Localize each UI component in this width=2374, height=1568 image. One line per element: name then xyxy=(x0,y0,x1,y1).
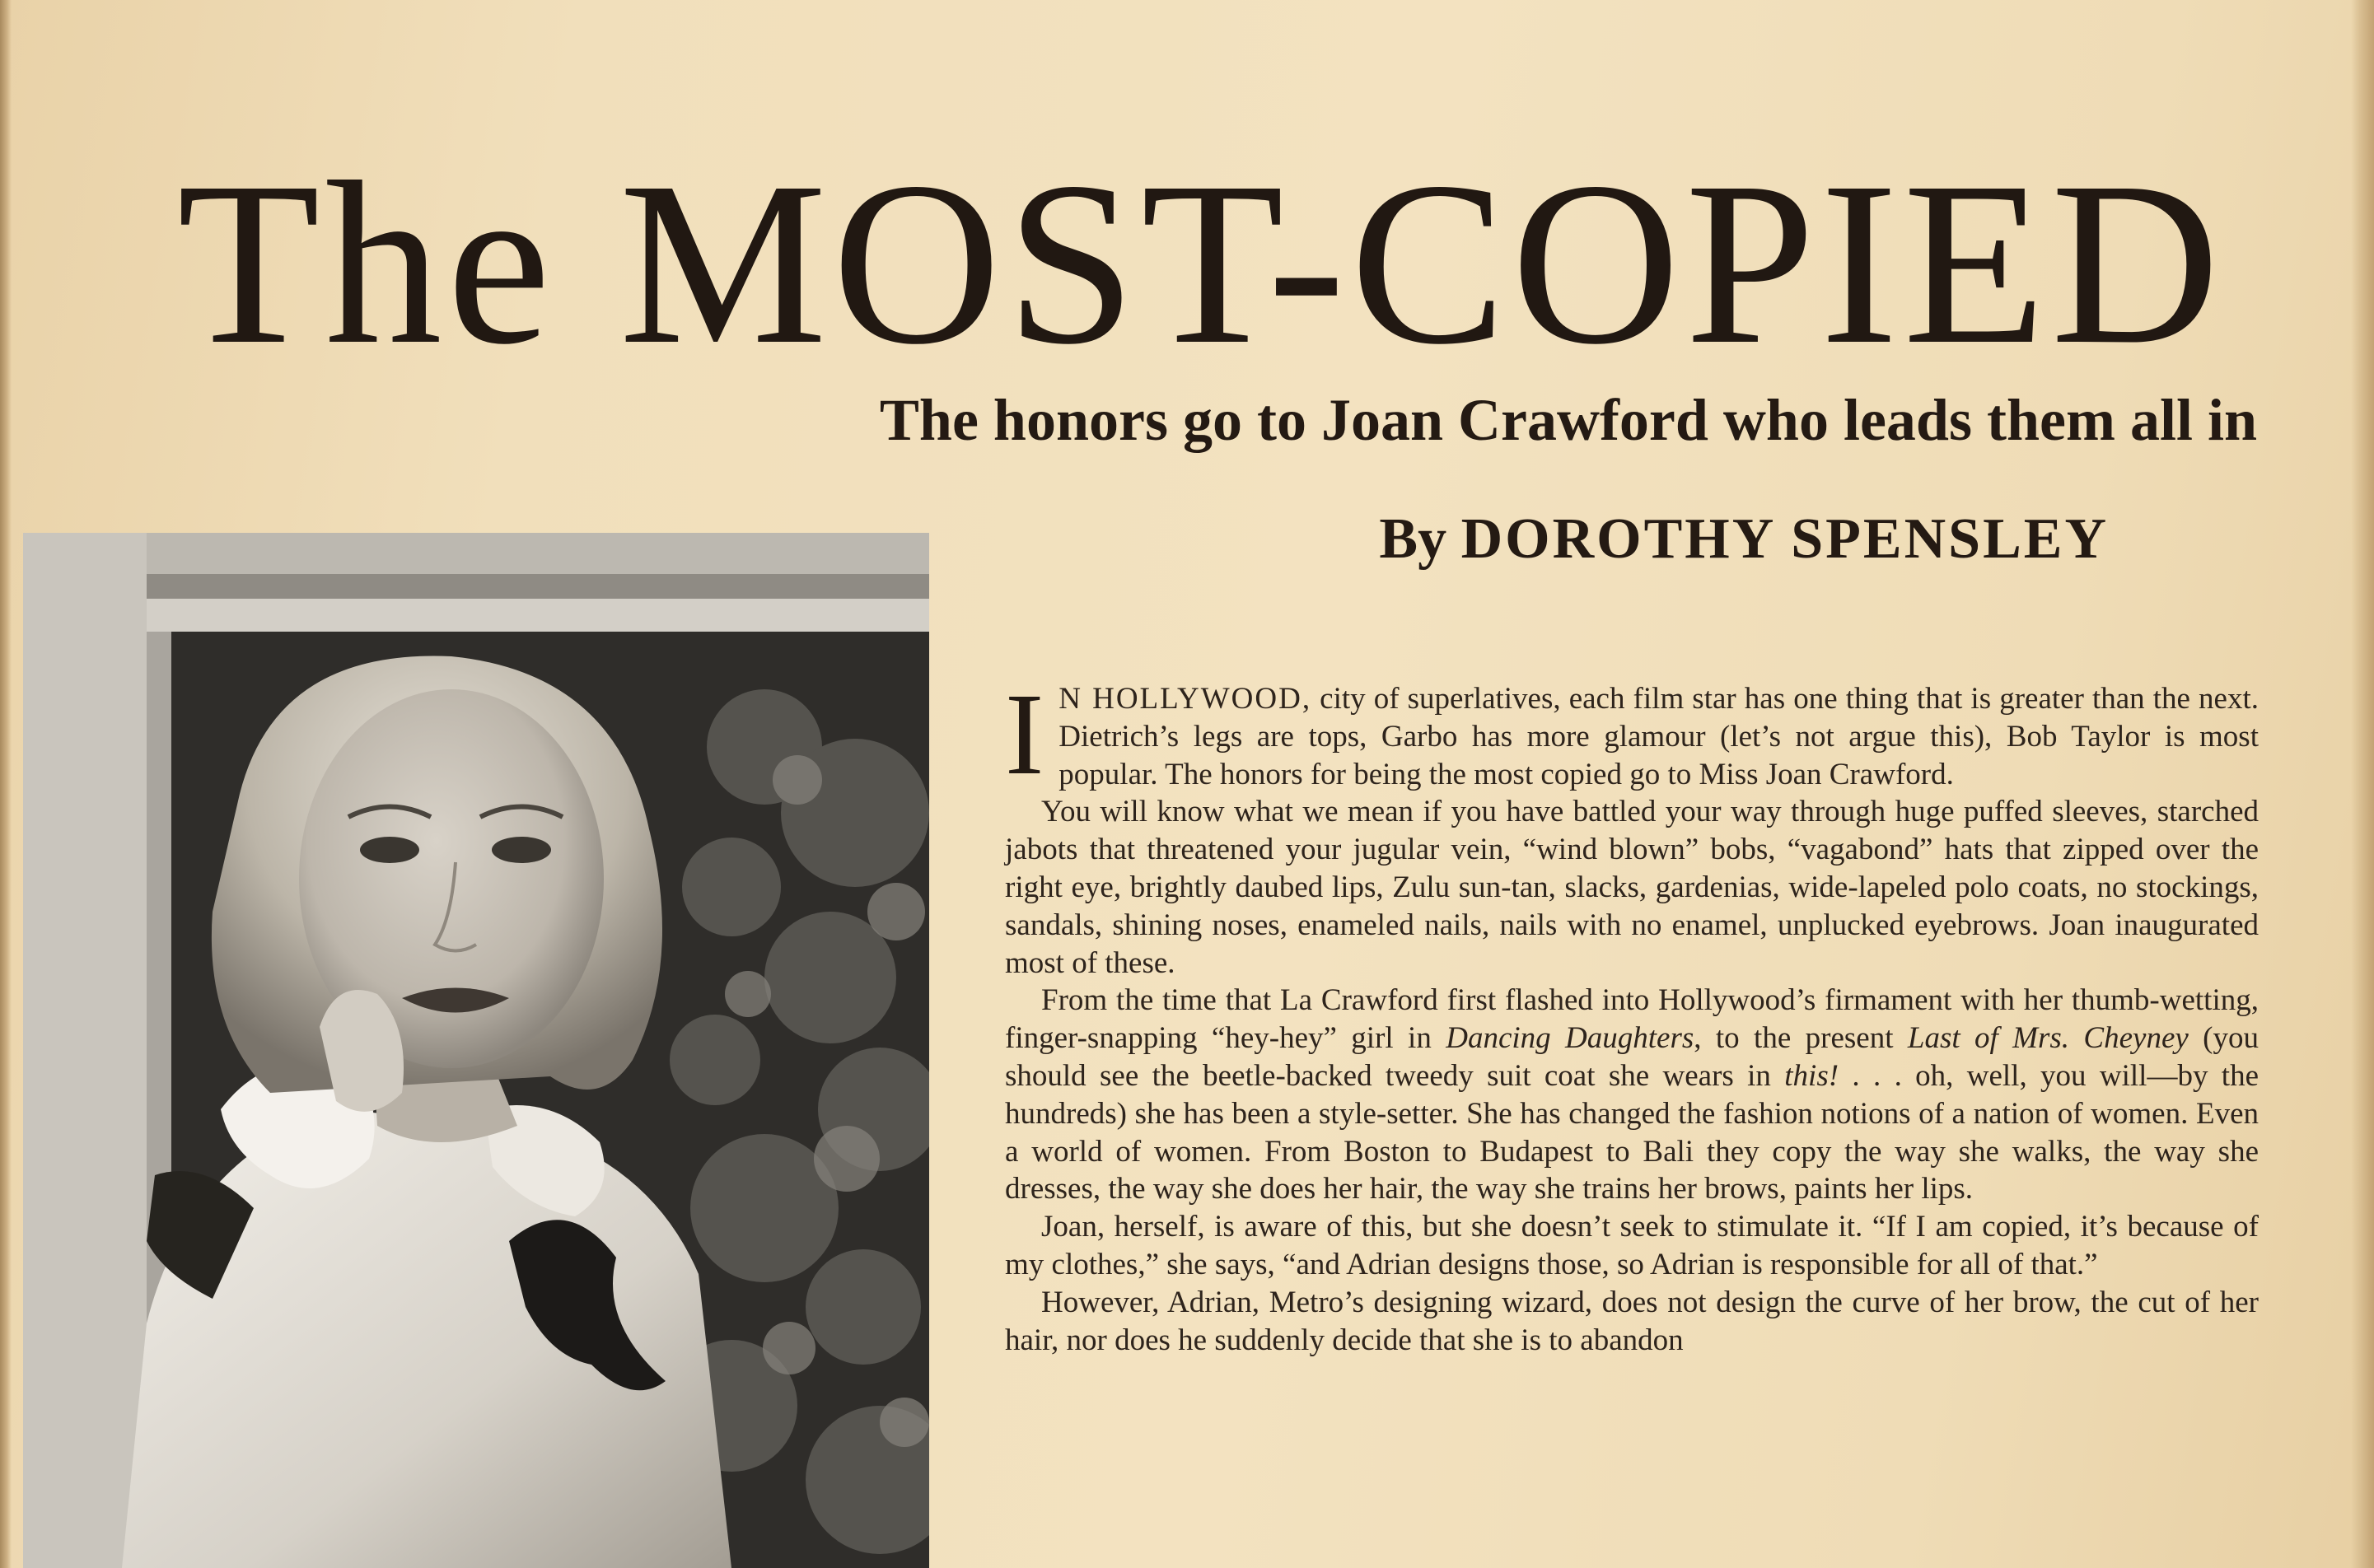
deck-subtitle: The honors go to Joan Crawford who leads them all in xyxy=(879,387,2257,453)
page-binding-edge xyxy=(0,0,12,1568)
headline: The MOST-COPIED xyxy=(177,134,2225,393)
paragraph-3-part-d: . . . oh, well, you will—by the hundreds) she has been a style-setter. She has changed the fashion notions of a nation of women. Even a world of women. From Boston to Budapest to Bali they copy the way she walks, the way she dresses, the way she does her hair, the way she trains her brows, paints her lips. xyxy=(1005,1058,2259,1206)
paragraph-3-part-b: , to the present xyxy=(1694,1021,1908,1056)
paragraph-3-part-a: From the time that La Crawford first flashed into Hollywood’s firmament with her thumb-wetting, finger-snapping “hey-hey” girl in xyxy=(1005,983,2259,1056)
emphasis-this: this! xyxy=(1784,1058,1839,1093)
byline-prefix: By xyxy=(1379,507,1447,571)
article-paragraph-3 xyxy=(1005,982,2259,1208)
article-paragraph-4: Joan, herself, is aware of this, but she doesn’t seek to stimulate it. “If I am copied, it’s because of my clothes,” she says, “and Adrian designs those, so Adrian is responsible for all of that.” xyxy=(1005,1210,2259,1281)
article-paragraph-1 xyxy=(1005,669,2259,799)
portrait-photo-image xyxy=(23,533,929,1568)
portrait-photo xyxy=(23,533,929,1568)
paragraph-1-text: city of superlatives, each film star has one thing that is greater than the next. Dietrich’s legs are tops, Garbo has more glamour (let’s not argue this), Bob Taylor is most popular. The honors for being the most copied go to Miss Joan Crawford. xyxy=(1058,682,2259,791)
lead-in-caps: N HOLLYWOOD, xyxy=(1058,682,1312,716)
paragraph-3-part-c: (you should see the beetle-backed tweedy suit coat she wears in xyxy=(1005,1021,2259,1093)
article-paragraph-5: However, Adrian, Metro’s designing wizard, does not design the curve of her brow, the cut of her hair, nor does he suddenly decide that she is to abandon xyxy=(1005,1285,2259,1357)
film-title-dancing-daughters: Dancing Daughters xyxy=(1446,1021,1694,1056)
page-right-edge xyxy=(2351,0,2374,1568)
byline-author: DOROTHY SPENSLEY xyxy=(1460,507,2109,571)
drop-cap: I xyxy=(1005,669,1044,799)
byline xyxy=(988,502,2109,576)
film-title-last-of-mrs-cheyney: Last of Mrs. Cheyney xyxy=(1907,1021,2189,1056)
article-body xyxy=(1005,669,2259,1359)
article-paragraph-2: You will know what we mean if you have battled your way through huge puffed sleeves, starched jabots that threatened your jugular vein, “wind blown” bobs, “vagabond” hats that zipped over the right eye, brightly daubed lips, Zulu sun-tan, slacks, gardenias, wide-lapeled polo coats, no stockings, sandals, shining noses, enameled nails, nails with no enamel, unplucked eyebrows. Joan inaugurated most of these. xyxy=(1005,795,2259,980)
